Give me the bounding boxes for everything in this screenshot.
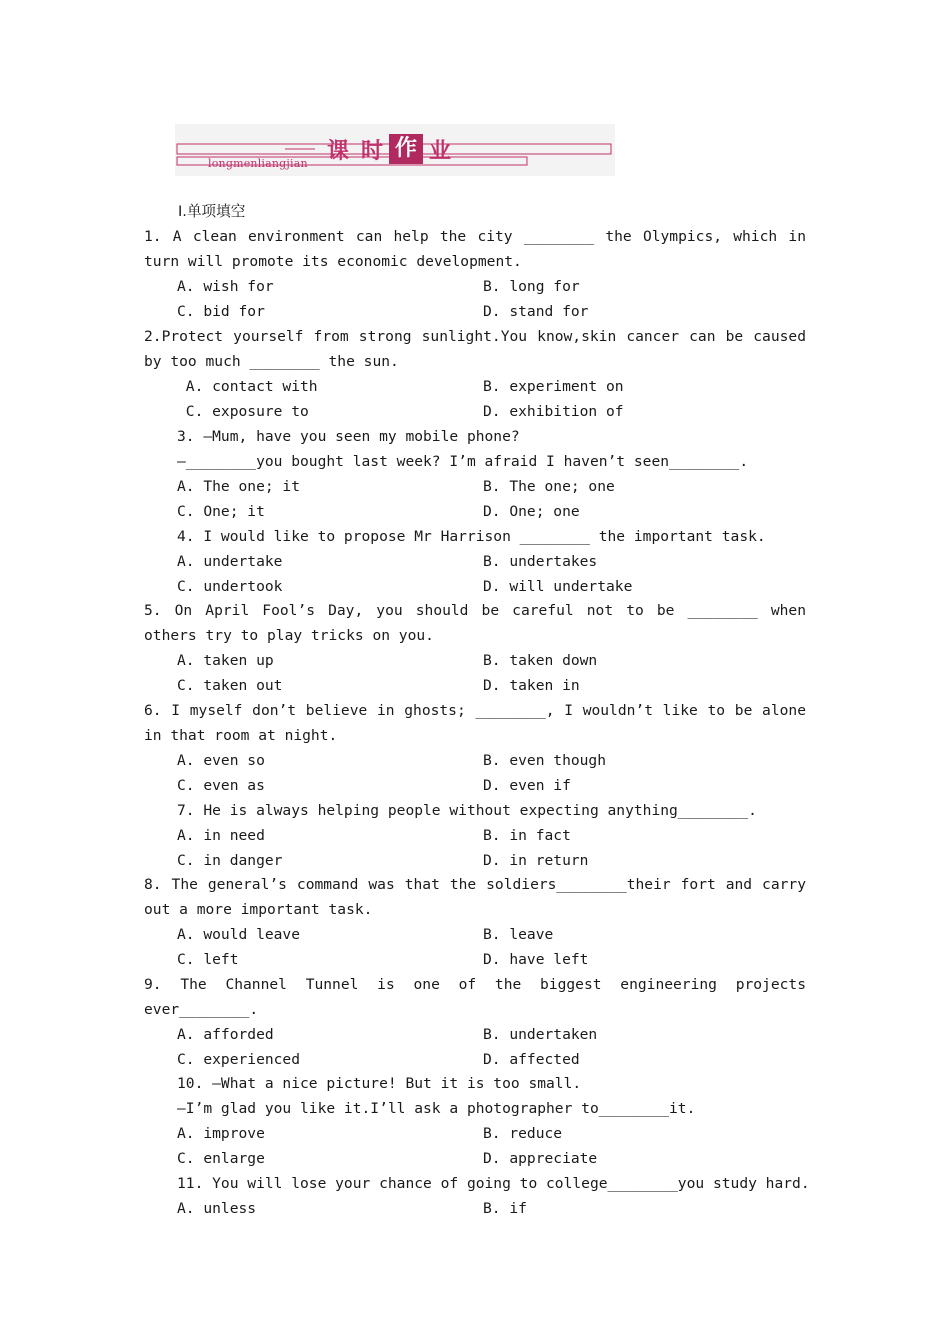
banner-title-char-highlight: 作 [389,134,423,164]
option-d: D. affected [483,1051,580,1068]
question-text: 5. On April Fool’s Day, you should be careful not to be ________ when [144,602,806,619]
banner-subtitle: longmenliangjian [208,157,308,170]
option-d: D. exhibition of [483,403,624,420]
lesson-banner [175,124,615,176]
option-b: B. in fact [483,827,571,844]
option-d: D. One; one [483,503,580,520]
option-b: B. experiment on [483,378,624,395]
option-a: A. unless [177,1200,257,1217]
option-b: B. reduce [483,1125,563,1142]
option-a: A. The one; it [177,478,301,495]
question-text: —________you bought last week? I’m afraid I haven’t seen________. [177,453,749,470]
question-text: 1. A clean environment can help the city ________ the Olympics, which in [144,228,806,245]
banner-title-char: 课 [326,138,349,164]
option-b: B. long for [483,278,580,295]
option-d: D. in return [483,852,589,869]
question-text: 3. —Mum, have you seen my mobile phone? [177,428,520,445]
option-b: B. undertakes [483,553,598,570]
option-a: A. contact with [177,378,318,395]
question-text: out a more important task. [144,901,373,918]
question-text: —I’m glad you like it.I’ll ask a photographer to________it. [177,1100,696,1117]
option-d: D. taken in [483,677,580,694]
option-c: C. One; it [177,503,265,520]
question-text: turn will promote its economic development. [144,253,522,270]
section-title: Ⅰ.单项填空 [178,203,246,220]
option-a: A. wish for [177,278,274,295]
option-a: A. taken up [177,652,274,669]
option-b: B. taken down [483,652,598,669]
option-c: C. bid for [177,303,265,320]
option-d: D. will undertake [483,578,633,595]
option-c: C. even as [177,777,265,794]
option-b: B. The one; one [483,478,615,495]
option-a: A. would leave [177,926,301,943]
banner-title [321,134,457,164]
option-c: C. enlarge [177,1150,265,1167]
banner-title-char: 时 [360,138,383,164]
option-a: A. improve [177,1125,265,1142]
question-text: others try to play tricks on you. [144,627,434,644]
option-c: C. experienced [177,1051,301,1068]
option-c: C. taken out [177,677,283,694]
question-text: in that room at night. [144,727,338,744]
question-text: 7. He is always helping people without expecting anything________. [177,802,757,819]
question-text: 11. You will lose your chance of going to college________you study hard. [177,1175,810,1192]
question-text: 6. I myself don’t believe in ghosts; ________, I wouldn’t like to be alone [144,702,806,719]
option-b: B. even though [483,752,607,769]
question-text: 10. —What a nice picture! But it is too small. [177,1075,582,1092]
question-text: 4. I would like to propose Mr Harrison ________ the important task. [177,528,766,545]
option-c: C. left [177,951,239,968]
option-b: B. if [483,1200,527,1217]
option-a: A. afforded [177,1026,274,1043]
option-a: A. even so [177,752,265,769]
option-d: D. stand for [483,303,589,320]
option-d: D. even if [483,777,571,794]
option-d: D. appreciate [483,1150,598,1167]
option-b: B. leave [483,926,554,943]
option-a: A. in need [177,827,265,844]
option-d: D. have left [483,951,589,968]
question-text: ever________. [144,1001,259,1018]
option-a: A. undertake [177,553,283,570]
option-b: B. undertaken [483,1026,598,1043]
question-text: by too much ________ the sun. [144,353,399,370]
option-c: C. undertook [177,578,283,595]
banner-title-char: 业 [428,138,451,164]
question-text: 2.Protect yourself from strong sunlight.You know,skin cancer can be caused [144,328,806,345]
question-text: 8. The general’s command was that the soldiers________their fort and carry [144,876,806,893]
option-c: C. exposure to [177,403,309,420]
option-c: C. in danger [177,852,283,869]
question-text: 9. The Channel Tunnel is one of the biggest engineering projects [144,976,806,993]
